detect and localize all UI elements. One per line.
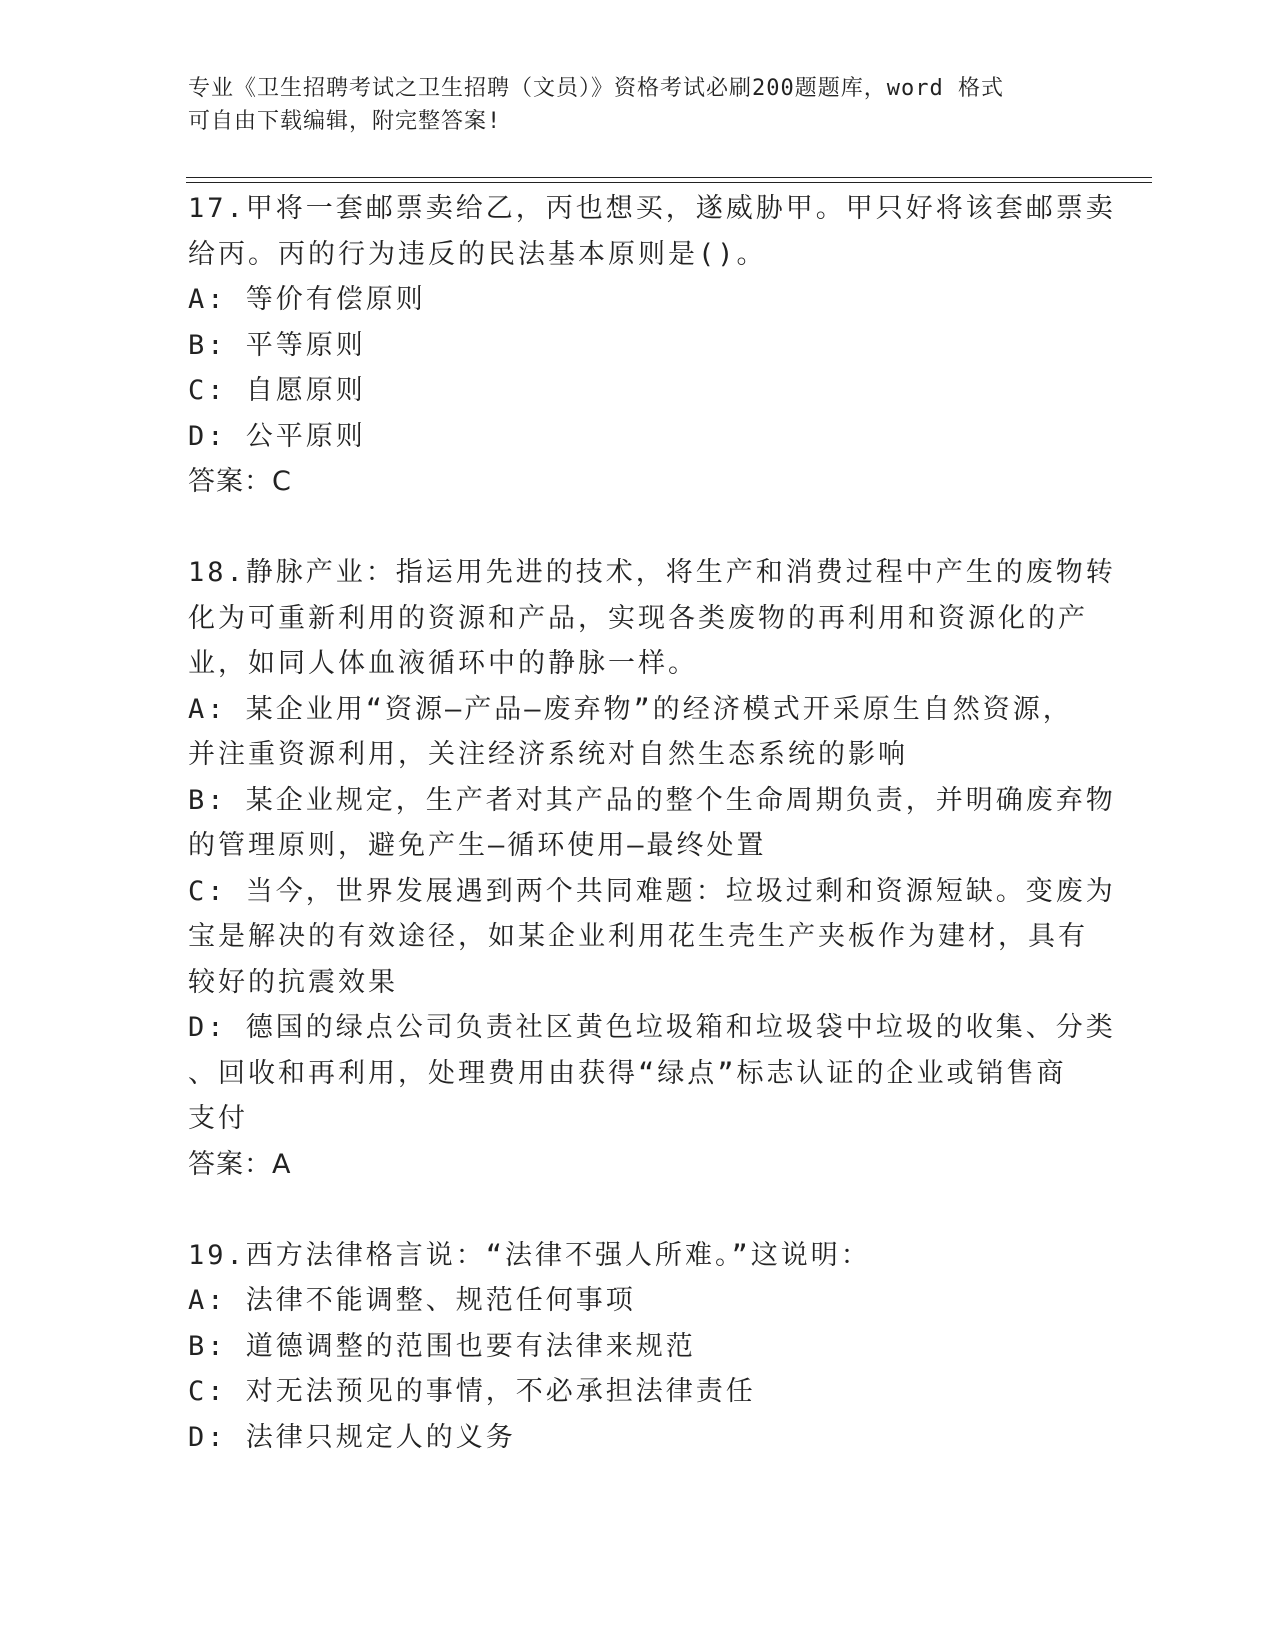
option-d: D: 德国的绿点公司负责社区黄色垃圾箱和垃圾袋中垃圾的收集、分类 — [188, 1012, 1116, 1043]
answer-line: 答案：A — [188, 1148, 292, 1180]
header-divider — [186, 182, 1152, 183]
option-a: A: 法律不能调整、规范任何事项 — [188, 1285, 636, 1316]
question-stem-line: 18.静脉产业：指运用先进的技术，将生产和消费过程中产生的废物转 — [188, 557, 1116, 588]
option-c: C: 对无法预见的事情，不必承担法律责任 — [188, 1376, 756, 1407]
question-stem-line: 17.甲将一套邮票卖给乙，丙也想买，遂威胁甲。甲只好将该套邮票卖 — [188, 193, 1116, 224]
question-stem-line: 化为可重新利用的资源和产品，实现各类废物的再利用和资源化的产 — [188, 602, 1088, 634]
answer-line: 答案：C — [188, 466, 292, 497]
question-stem-line: 业，如同人体血液循环中的静脉一样。 — [188, 648, 698, 679]
header-divider — [186, 177, 1152, 178]
document-header — [188, 72, 1068, 138]
header-line: 可自由下载编辑，附完整答案! — [188, 109, 502, 134]
option-c-cont: 较好的抗震效果 — [188, 966, 398, 998]
question-spacer — [188, 1187, 1088, 1233]
question-spacer — [188, 505, 1088, 551]
question-item — [188, 1233, 1088, 1461]
option-d: D: 法律只规定人的义务 — [188, 1421, 516, 1453]
option-b: B: 平等原则 — [188, 329, 366, 361]
question-stem-line: 19.西方法律格言说：“法律不强人所难。”这说明： — [188, 1239, 871, 1271]
option-b-cont: 的管理原则，避免产生—循环使用—最终处置 — [188, 830, 767, 861]
header-line: 专业《卫生招聘考试之卫生招聘（文员）》资格考试必刷200题题库，word 格式 — [188, 76, 1004, 101]
question-item — [188, 186, 1116, 505]
question-list — [188, 186, 1116, 1460]
question-stem-line: 给丙。丙的行为违反的民法基本原则是()。 — [188, 238, 767, 270]
option-c-cont: 宝是解决的有效途径，如某企业利用花生壳生产夹板作为建材，具有 — [188, 921, 1088, 952]
option-d-cont: 、回收和再利用，处理费用由获得“绿点”标志认证的企业或销售商 — [188, 1057, 1067, 1089]
option-a: A: 某企业用“资源—产品—废弃物”的经济模式开采原生自然资源， — [188, 693, 1073, 725]
option-d-cont: 支付 — [188, 1103, 248, 1134]
option-a-cont: 并注重资源利用，关注经济系统对自然生态系统的影响 — [188, 739, 908, 770]
option-b: B: 道德调整的范围也要有法律来规范 — [188, 1330, 696, 1362]
option-a: A: 等价有偿原则 — [188, 284, 426, 315]
option-c: C: 当今，世界发展遇到两个共同难题：垃圾过剩和资源短缺。变废为 — [188, 875, 1116, 907]
option-c: C: 自愿原则 — [188, 375, 366, 406]
option-b: B: 某企业规定，生产者对其产品的整个生命周期负责，并明确废弃物 — [188, 784, 1116, 816]
question-item — [188, 550, 1116, 1187]
option-d: D: 公平原则 — [188, 420, 366, 452]
